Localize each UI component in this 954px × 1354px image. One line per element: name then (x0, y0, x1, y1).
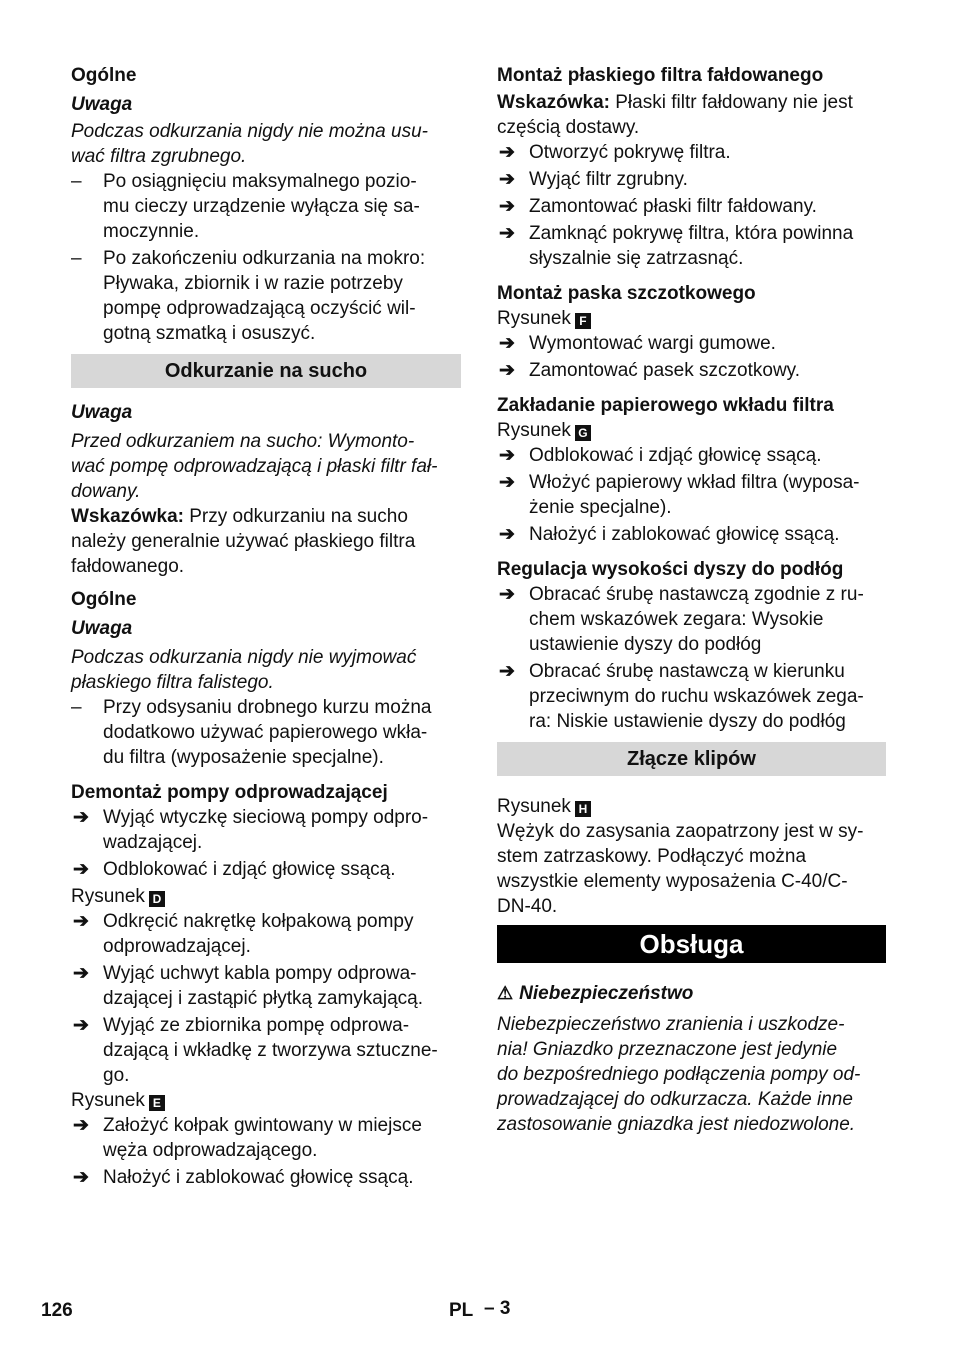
step-item (497, 331, 886, 356)
text-line: odprowadzającej. (103, 936, 251, 957)
text-line: wszystkie elementy wyposażenia C-40/C- (497, 871, 848, 892)
arrow-icon: ➔ (499, 472, 515, 493)
text-line: moczynnie. (103, 221, 200, 242)
danger-text (497, 1012, 886, 1137)
step-item (497, 470, 886, 520)
danger-label: Niebezpieczeństwo (519, 983, 694, 1004)
step-item (71, 1013, 461, 1088)
language-code: PL (449, 1300, 474, 1321)
arrow-icon: ➔ (499, 142, 515, 163)
text-line: Wyjąć filtr zgrubny. (529, 169, 688, 190)
step-item (71, 961, 461, 1011)
step-item (497, 358, 886, 383)
figure-ref (497, 306, 886, 331)
chapter-title: Obsługa (497, 925, 886, 963)
figure-letter-icon: H (575, 801, 591, 817)
step-item (71, 805, 461, 855)
arrow-icon: ➔ (73, 859, 89, 880)
note-text (71, 429, 461, 504)
figure-label: Rysunek (71, 886, 145, 907)
text-line: Podczas odkurzania nigdy nie można usu- (71, 121, 428, 142)
step-item (497, 194, 886, 219)
section-heading: Montaż płaskiego filtra fałdowanego (497, 65, 824, 86)
text-line: mu cieczy urządzenie wyłącza się sa- (103, 196, 420, 217)
text-line: Nałożyć i zablokować głowicę ssącą. (529, 524, 840, 545)
step-item (497, 167, 886, 192)
note-text (71, 119, 461, 169)
arrow-icon: ➔ (499, 661, 515, 682)
sub-page-number: – 3 (484, 1298, 511, 1319)
step-item (497, 443, 886, 468)
step-item (71, 1165, 461, 1190)
text-line: należy generalnie używać płaskiego filtra (71, 531, 416, 552)
text-line: do bezpośredniego podłączenia pompy od- (497, 1064, 861, 1085)
text-line: nia! Gniazdko przeznaczone jest jedynie (497, 1039, 838, 1060)
text-line: chem wskazówek zegara: Wysokie (529, 609, 824, 630)
tip-paragraph (497, 90, 886, 140)
text-line: Wężyk do zasysania zaopatrzony jest w sy- (497, 821, 864, 842)
text-line: zastosowanie gniazdka jest niedozwolone. (497, 1114, 856, 1135)
arrow-icon: ➔ (73, 911, 89, 932)
arrow-icon: ➔ (499, 196, 515, 217)
text-line: Wyjąć ze zbiornika pompę odprowa- (103, 1015, 410, 1036)
figure-label: Rysunek (497, 420, 571, 441)
text-line: pompę odprowadzającą oczyścić wil- (103, 298, 416, 319)
left-column (71, 63, 461, 1190)
note-label: Uwaga (71, 402, 133, 423)
page-number: 126 (41, 1300, 73, 1321)
step-item (497, 659, 886, 734)
figure-letter-icon: D (149, 891, 165, 907)
figure-letter-icon: E (149, 1095, 165, 1111)
note-label: Uwaga (71, 94, 133, 115)
arrow-icon: ➔ (499, 584, 515, 605)
section-heading: Ogólne (71, 65, 137, 86)
text-line: wać filtra zgrubnego. (71, 146, 247, 167)
section-heading: Ogólne (71, 589, 137, 610)
arrow-icon: ➔ (73, 1115, 89, 1136)
figure-letter-icon: G (575, 425, 591, 441)
text-line: ra: Niskie ustawienie dyszy do podłóg (529, 711, 846, 732)
text-line: go. (103, 1065, 130, 1086)
figure-label: Rysunek (497, 796, 571, 817)
text-line: Przed odkurzaniem na sucho: Wymonto- (71, 431, 415, 452)
text-line: żenie specjalne). (529, 497, 672, 518)
text-line: wadzającej. (103, 832, 203, 853)
arrow-icon: ➔ (73, 1167, 89, 1188)
text-line: Włożyć papierowy wkład filtra (wyposa- (529, 472, 860, 493)
figure-ref (71, 884, 461, 909)
text-line: Zamknąć pokrywę filtra, która powinna (529, 223, 854, 244)
text-line: Obracać śrubę nastawczą zgodnie z ru- (529, 584, 864, 605)
tip-label: Wskazówka: (71, 506, 184, 527)
text-line: dzającej i zastąpić płytką zamykającą. (103, 988, 423, 1009)
danger-label-row (497, 981, 886, 1006)
text-line: – Po zakończeniu odkurzania na mokro: (103, 248, 426, 269)
body-text (497, 819, 886, 919)
text-line: – Przy odsysaniu drobnego kurzu można (103, 697, 432, 718)
step-item (71, 857, 461, 882)
note-text (71, 645, 461, 695)
text-line: Nałożyć i zablokować głowicę ssącą. (103, 1167, 414, 1188)
text-line: węża odprowadzającego. (103, 1140, 318, 1161)
dash-item (71, 246, 461, 346)
text-line: fałdowanego. (71, 556, 185, 577)
arrow-icon: ➔ (499, 169, 515, 190)
section-heading: Zakładanie papierowego wkładu filtra (497, 395, 834, 416)
arrow-icon: ➔ (73, 963, 89, 984)
text-line: – Po osiągnięciu maksymalnego pozio- (103, 171, 417, 192)
text-line: Odblokować i zdjąć głowicę ssącą. (529, 445, 822, 466)
tip-text-rest: częścią dostawy. (497, 117, 640, 138)
right-column (497, 63, 886, 1137)
arrow-icon: ➔ (499, 524, 515, 545)
tip-label: Wskazówka: (497, 92, 610, 113)
warning-icon: ⚠ (497, 983, 514, 1003)
arrow-icon: ➔ (499, 445, 515, 466)
figure-ref (497, 418, 886, 443)
dash-item (71, 695, 461, 770)
text-line: słyszalnie się zatrzasnąć. (529, 248, 744, 269)
text-line: Wyjąć uchwyt kabla pompy odprowa- (103, 963, 417, 984)
text-line: Otworzyć pokrywę filtra. (529, 142, 731, 163)
text-line: du filtra (wyposażenie specjalne). (103, 747, 384, 768)
step-item (497, 221, 886, 271)
text-line: Założyć kołpak gwintowany w miejsce (103, 1115, 422, 1136)
text-line: wać pompę odprowadzającą i płaski filtr fał- (71, 456, 438, 477)
text-line: Odkręcić nakrętkę kołpakową pompy (103, 911, 414, 932)
text-line: Zamontować pasek szczotkowy. (529, 360, 801, 381)
figure-letter-icon: F (575, 313, 591, 329)
step-item (497, 522, 886, 547)
text-line: Wyjąć wtyczkę sieciową pompy odpro- (103, 807, 429, 828)
text-line: gotną szmatką i osuszyć. (103, 323, 316, 344)
text-line: dowany. (71, 481, 141, 502)
section-heading: Demontaż pompy odprowadzającej (71, 782, 388, 803)
text-line: Obracać śrubę nastawczą w kierunku (529, 661, 845, 682)
step-item (497, 140, 886, 165)
step-item (71, 909, 461, 959)
figure-ref (497, 794, 886, 819)
arrow-icon: ➔ (73, 1015, 89, 1036)
section-band: Odkurzanie na sucho (71, 354, 461, 388)
section-band: Złącze klipów (497, 742, 886, 776)
section-heading: Regulacja wysokości dyszy do podłóg (497, 559, 844, 580)
text-line: Wymontować wargi gumowe. (529, 333, 776, 354)
step-item (71, 1113, 461, 1163)
text-line: Niebezpieczeństwo zranienia i uszkodze- (497, 1014, 845, 1035)
text-line: ustawienie dyszy do podłóg (529, 634, 762, 655)
arrow-icon: ➔ (499, 333, 515, 354)
text-line: przeciwnym do ruchu wskazówek zega- (529, 686, 864, 707)
text-line: dodatkowo używać papierowego wkła- (103, 722, 428, 743)
tip-paragraph (71, 504, 461, 579)
text-line: płaskiego filtra falistego. (71, 672, 274, 693)
step-item (497, 582, 886, 657)
dash-item (71, 169, 461, 244)
text-line: DN-40. (497, 896, 558, 917)
tip-text: Płaski filtr fałdowany nie jest (609, 92, 853, 113)
text-line: Podczas odkurzania nigdy nie wyjmować (71, 647, 417, 668)
text-line: dzającą i wkładkę z tworzywa sztuczne- (103, 1040, 438, 1061)
tip-text: Przy odkurzaniu na sucho (183, 506, 408, 527)
text-line: Odblokować i zdjąć głowicę ssącą. (103, 859, 396, 880)
text-line: Zamontować płaski filtr fałdowany. (529, 196, 817, 217)
arrow-icon: ➔ (499, 360, 515, 381)
figure-ref (71, 1088, 461, 1113)
tip-text-rest (71, 529, 461, 579)
note-label: Uwaga (71, 618, 133, 639)
arrow-icon: ➔ (73, 807, 89, 828)
text-line: Pływaka, zbiornik i w razie potrzeby (103, 273, 403, 294)
section-heading: Montaż paska szczotkowego (497, 283, 756, 304)
arrow-icon: ➔ (499, 223, 515, 244)
figure-label: Rysunek (497, 308, 571, 329)
text-line: prowadzającej do odkurzacza. Każde inne (497, 1089, 853, 1110)
text-line: stem zatrzaskowy. Podłączyć można (497, 846, 807, 867)
figure-label: Rysunek (71, 1090, 145, 1111)
